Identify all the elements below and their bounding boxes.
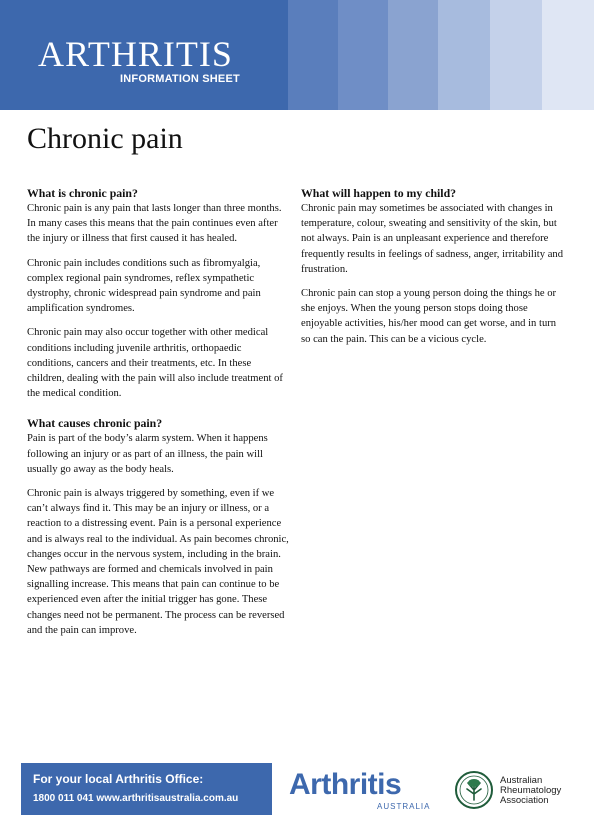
ara-text [500, 776, 561, 806]
paragraph: Chronic pain may also occur together with other medical conditions including juvenile arthritis, orthopaedic conditions, cancers and their treatments, etc. In these children, dealing with the pain will also include treatment of the medical condition. [27, 327, 283, 400]
logo-wordmark: Arthritis [289, 768, 402, 801]
header-stripe-4 [438, 0, 490, 110]
paragraph: Chronic pain can stop a young person doing the things he or she enjoys. When the young person stops doing those enjoyable activities, his/her mood can get worse, and in turn so can the pain. This can be a vicious cycle. [301, 288, 557, 345]
paragraph: Chronic pain includes conditions such as fibromyalgia, complex regional pain syndromes, reflex sympathetic dystrophy, chronic widespread pain syndrome and pain amplification syndromes. [27, 257, 261, 315]
section-heading-causes: What causes chronic pain? [27, 416, 163, 431]
header-brand-block [0, 0, 288, 110]
section-heading-child: What will happen to my child? [301, 186, 457, 200]
paragraph: Chronic pain is any pain that lasts longer than three months. In many cases this means that the pain continues even after the injury or illness that first caused it has healed. [27, 203, 282, 245]
right-column [301, 186, 563, 356]
brand-title: ARTHRITIS [38, 34, 233, 74]
header-stripe-2 [338, 0, 388, 110]
arthritis-australia-logo [289, 768, 431, 811]
header-stripe-3 [388, 0, 438, 110]
paragraph: Pain is part of the body’s alarm system. When it happens following an injury or as part of an illness, the pain will usually go away as the body heals. [27, 433, 268, 475]
ara-seal-icon [454, 770, 494, 810]
section-heading-what-is: What is chronic pain? [27, 186, 138, 200]
office-label: For your local Arthritis Office: [33, 772, 204, 786]
ara-line: Association [500, 795, 549, 806]
header-stripe-1 [288, 0, 338, 110]
ara-line: Australian [500, 775, 543, 786]
paragraph: Chronic pain is always triggered by something, even if we can’t always find it. This may be an injury or illness, or a reaction to a distressing event. Pain is a personal experience and is always real to the individual. As pain becomes chronic, changes occur in the nervous system, including in the brain. New pathways are formed and chemicals involved in pain signalling increase. This means that pain can continue to be experienced even after the initial trigger has gone. These changes need not be permanent. The process can be reversed and the pain can improve. [27, 488, 289, 636]
ara-logo [454, 770, 584, 814]
brand-subtitle: INFORMATION SHEET [120, 73, 240, 85]
ara-line: Rheumatology [500, 785, 562, 796]
paragraph: Chronic pain may sometimes be associated with changes in temperature, colour, sweating and sensitivity of the skin, but not always. Pain is an unpleasant experience and therefore frequently results in feelings of sadness, anger, irritability and frustration. [301, 203, 563, 275]
footer-contact-box [21, 763, 272, 815]
header-stripe-5 [490, 0, 542, 110]
page-title: Chronic pain [27, 122, 183, 155]
contact-details[interactable]: 1800 011 041 www.arthritisaustralia.com.au [33, 793, 239, 804]
left-column [27, 186, 289, 647]
header-banner [0, 0, 594, 110]
header-stripe-6 [542, 0, 594, 110]
logo-subtext: AUSTRALIA [377, 802, 431, 811]
